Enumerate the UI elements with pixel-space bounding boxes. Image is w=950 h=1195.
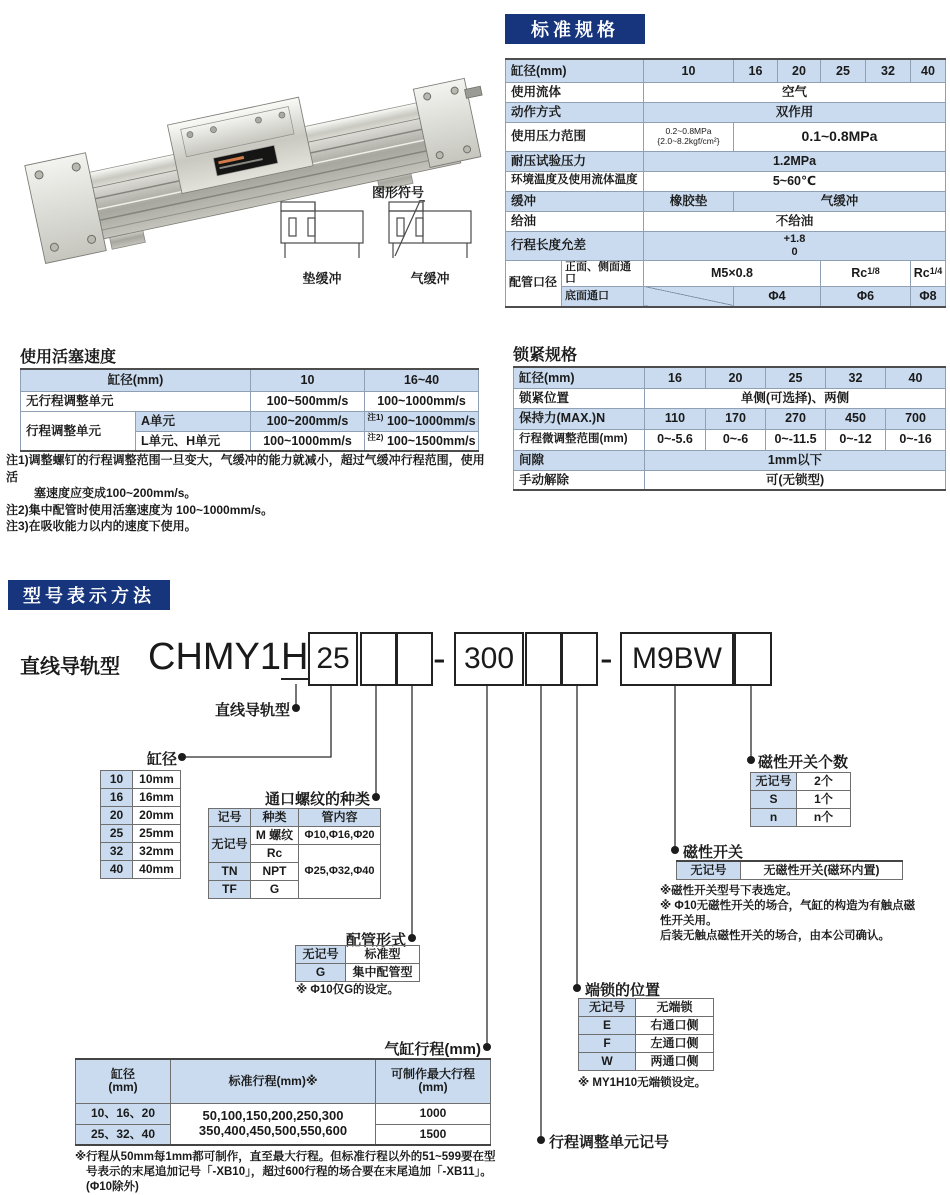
speed-row-noadjust <box>21 391 479 411</box>
code-prefix: CHMY1 <box>148 636 282 678</box>
spec-pressure-10-line1: 0.2~0.8MPa <box>665 125 712 136</box>
spec-cushion-label: 缓冲 <box>506 191 644 211</box>
stroke-note-line1: ※行程从50mm每1mm都可制作，直至最大行程。但标准行程以外的51~599要在型 <box>75 1151 496 1163</box>
thread-m: M 螺纹 <box>251 827 299 845</box>
spec-row-pressure <box>506 122 946 151</box>
spec-fluid-value: 空气 <box>644 82 946 102</box>
lock-bore-20: 20 <box>706 367 766 388</box>
piping-none: 无记号 <box>296 946 346 964</box>
lock-table <box>513 366 946 491</box>
lock-bore-25: 25 <box>766 367 826 388</box>
bore-20-val: 20mm <box>133 807 181 825</box>
bore-16-val: 16mm <box>133 789 181 807</box>
bore-16-code: 16 <box>101 789 133 807</box>
thread-head <box>209 809 381 827</box>
endlock-row <box>579 999 714 1017</box>
spec-piping-diag-blank <box>644 286 734 307</box>
callout-piping: 配管形式 <box>345 932 406 949</box>
callout-bore: 缸径 <box>146 751 177 768</box>
thread-rc: Rc <box>251 845 299 863</box>
bore-row <box>101 843 181 861</box>
spec-pressure-10 <box>644 122 734 151</box>
endlock-e: E <box>579 1017 636 1035</box>
spec-bore-25: 25 <box>821 59 866 82</box>
count-2: 2个 <box>797 773 851 791</box>
stroke-std-line2: 350,400,450,500,550,600 <box>198 1122 348 1138</box>
autoswitch-note2a: ※ Φ10无磁性开关的场合，气缸的构造为有触点磁 <box>660 899 916 912</box>
spec-temp-label: 环境温度及使用流体温度 <box>506 171 644 191</box>
spec-piping-m5: M5×0.8 <box>644 260 821 286</box>
stroke-r2-bores: 25、32、40 <box>76 1124 171 1145</box>
spec-tol-top: +1.8 <box>783 233 806 246</box>
lock-gap-value: 1mm以下 <box>645 450 946 470</box>
speed-r2-v2 <box>365 411 479 431</box>
lock-force-20: 170 <box>706 408 766 429</box>
autoswitch-value: 无磁性开关(磁环内置) <box>741 861 903 880</box>
bore-32-val: 32mm <box>133 843 181 861</box>
autoswitch-note2b: 性开关用。 <box>660 914 718 927</box>
endlock-w: W <box>579 1053 636 1071</box>
speed-title: 使用活塞速度 <box>20 349 117 366</box>
code-dash1: - <box>433 638 446 680</box>
autoswitch-row <box>677 861 903 880</box>
speed-table <box>20 368 479 452</box>
stroke-max2: 1500 <box>376 1124 491 1145</box>
stroke-note-line3: (Φ10除外) <box>86 1180 139 1193</box>
spec-action-label: 动作方式 <box>506 102 644 122</box>
autoswitch-table <box>676 860 903 880</box>
stroke-note-line2: 号表示的末尾追加记号「-XB10」，超过600行程的场合要在末尾追加「-XB11」。 <box>86 1165 492 1178</box>
lock-row-gap <box>514 450 946 470</box>
spec-row-action <box>506 102 946 122</box>
piping-row-g <box>296 964 420 982</box>
stroke-std-values <box>171 1103 376 1145</box>
code-count-box <box>734 632 772 686</box>
lock-pos-value: 单侧(可选择)、两侧 <box>645 388 946 408</box>
spec-piping-d6: Φ6 <box>821 286 911 307</box>
bore-10-code: 10 <box>101 771 133 789</box>
model-code-text <box>148 632 308 682</box>
code-piping-box <box>396 632 433 686</box>
cushion-symbols <box>272 200 482 278</box>
bore-row <box>101 789 181 807</box>
lock-force-32: 450 <box>826 408 886 429</box>
spec-piping-rc18 <box>821 260 911 286</box>
piping-std: 标准型 <box>346 946 420 964</box>
lock-fine-label: 行程微调整范围(mm) <box>514 429 645 450</box>
speed-r3-val: 100~1500mm/s <box>386 434 476 449</box>
stroke-h1 <box>76 1059 171 1103</box>
lock-gap-label: 间隙 <box>514 450 645 470</box>
spec-tol-value <box>644 231 946 260</box>
speed-head-10: 10 <box>251 369 365 391</box>
spec-table <box>505 58 946 308</box>
lock-fine-16: 0~-5.6 <box>645 429 706 450</box>
model-title-badge: 型号表示方法 <box>8 580 170 610</box>
thread-table <box>208 808 381 899</box>
symbol-title: 图形符号 <box>372 185 425 200</box>
endlock-table <box>578 998 714 1071</box>
graphic-symbols <box>272 182 482 287</box>
stroke-head <box>76 1059 491 1103</box>
thread-h2: 种类 <box>251 809 299 827</box>
spec-bore-32: 32 <box>866 59 911 82</box>
spec-row-bore <box>506 59 946 82</box>
rc14-base: Rc <box>913 265 930 280</box>
lock-fine-25: 0~-11.5 <box>766 429 826 450</box>
spec-row-lube <box>506 211 946 231</box>
piping-table <box>295 945 420 982</box>
stroke-h3b: (mm) <box>418 1080 448 1095</box>
callout-guide: 直线导轨型 <box>214 702 290 719</box>
spec-piping-front-sub: 正面、侧面通口 <box>562 260 644 286</box>
spec-proof-label: 耐压试验压力 <box>506 151 644 171</box>
piping-g: G <box>296 964 346 982</box>
lock-fine-20: 0~-6 <box>706 429 766 450</box>
speed-r2-label: A单元 <box>136 411 251 431</box>
code-thread-box <box>360 632 397 686</box>
lock-row-force <box>514 408 946 429</box>
spec-row-temp <box>506 171 946 191</box>
speed-r2-ref: 注1) <box>367 412 384 423</box>
stroke-row1 <box>76 1103 491 1124</box>
spec-row-proof <box>506 151 946 171</box>
spec-bore-16: 16 <box>734 59 778 82</box>
pad-cushion-label: 垫缓冲 <box>302 271 342 286</box>
speed-r3-v2 <box>365 431 479 451</box>
stroke-h3 <box>376 1059 491 1103</box>
lock-bore-16: 16 <box>645 367 706 388</box>
spec-row-piping-front <box>506 260 946 286</box>
endlock-none-val: 无端锁 <box>636 999 714 1017</box>
spec-tol-label: 行程长度允差 <box>506 231 644 260</box>
speed-head-label: 缸径(mm) <box>21 369 251 391</box>
thread-h1: 记号 <box>209 809 251 827</box>
spec-fluid-label: 使用流体 <box>506 82 644 102</box>
air-cushion-symbol <box>389 200 471 258</box>
spec-row-tolerance <box>506 231 946 260</box>
speed-r3-v1: 100~1000mm/s <box>251 431 365 451</box>
lock-manual-value: 可(无锁型) <box>645 470 946 490</box>
count-n: n <box>751 809 797 827</box>
spec-row-piping-bottom <box>506 286 946 307</box>
callout-endlock: 端锁的位置 <box>585 982 661 999</box>
spec-pressure-rest: 0.1~0.8MPa <box>734 122 946 151</box>
piping-central: 集中配管型 <box>346 964 420 982</box>
thread-big-pipe: Φ25,Φ32,Φ40 <box>299 845 381 899</box>
endlock-row <box>579 1017 714 1035</box>
bore-20-code: 20 <box>101 807 133 825</box>
code-h: H <box>281 636 309 678</box>
stroke-h1b: (mm) <box>108 1080 138 1095</box>
endlock-row <box>579 1035 714 1053</box>
autoswitch-none: 无记号 <box>677 861 741 880</box>
thread-tn: TN <box>209 863 251 881</box>
model-type-label: 直线导轨型 <box>20 656 120 678</box>
bore-row <box>101 807 181 825</box>
speed-notes <box>6 452 494 535</box>
bore-40-val: 40mm <box>133 861 181 879</box>
lock-row-manual <box>514 470 946 490</box>
piping-row-std <box>296 946 420 964</box>
spec-piping-d4: Φ4 <box>734 286 821 307</box>
spec-row-cushion <box>506 191 946 211</box>
code-stroke-box: 300 <box>454 632 524 686</box>
speed-r2-val: 100~1000mm/s <box>386 414 476 429</box>
spec-cushion-rest: 气缓冲 <box>734 191 946 211</box>
bore-row <box>101 825 181 843</box>
thread-npt: NPT <box>251 863 299 881</box>
bore-40-code: 40 <box>101 861 133 879</box>
autoswitch-note3: 后装无触点磁性开关的场合，由本公司确认。 <box>660 929 890 942</box>
lock-force-25: 270 <box>766 408 826 429</box>
stroke-h2: 标准行程(mm)※ <box>171 1059 376 1103</box>
thread-h3: 管内容 <box>299 809 381 827</box>
endlock-f: F <box>579 1035 636 1053</box>
stroke-max1: 1000 <box>376 1103 491 1124</box>
bore-25-code: 25 <box>101 825 133 843</box>
lock-manual-label: 手动解除 <box>514 470 645 490</box>
bore-row <box>101 771 181 789</box>
endlock-e-val: 右通口侧 <box>636 1017 714 1035</box>
lock-bore-40: 40 <box>886 367 946 388</box>
count-row <box>751 773 851 791</box>
count-nv: n个 <box>797 809 851 827</box>
code-endlock-box <box>561 632 598 686</box>
stroke-notes <box>75 1150 495 1195</box>
speed-r1-v2: 100~1000mm/s <box>365 391 479 411</box>
thread-tf: TF <box>209 881 251 899</box>
lock-row-bore <box>514 367 946 388</box>
lock-title: 锁紧规格 <box>513 347 578 364</box>
code-adjust-box <box>525 632 562 686</box>
endlock-note: ※ MY1H10无端锁设定。 <box>578 1077 707 1089</box>
speed-group-label: 行程调整单元 <box>21 411 136 451</box>
piping-note: ※ Φ10仅G的设定。 <box>296 984 400 996</box>
spec-pressure-10-line2: {2.0~8.2kgf/cm²} <box>657 135 720 146</box>
lock-row-pos <box>514 388 946 408</box>
lock-force-40: 700 <box>886 408 946 429</box>
spec-piping-bottom-sub: 底面通口 <box>562 286 644 307</box>
rc18-base: Rc <box>851 265 868 280</box>
callout-adjust: 行程调整单元记号 <box>549 1134 670 1151</box>
rc14-frac: 1/4 <box>929 265 943 276</box>
speed-r1-label: 无行程调整单元 <box>21 391 251 411</box>
speed-r2-v1: 100~200mm/s <box>251 411 365 431</box>
stroke-std-line1: 50,100,150,200,250,300 <box>202 1108 344 1124</box>
spec-proof-value: 1.2MPa <box>644 151 946 171</box>
lock-force-16: 110 <box>645 408 706 429</box>
spec-tol-bottom: 0 <box>791 245 798 258</box>
code-switch-box: M9BW <box>620 632 734 686</box>
spec-lube-value: 不给油 <box>644 211 946 231</box>
speed-note2: 注2)集中配管时使用活塞速度为 100~1000mm/s。 <box>6 502 274 517</box>
count-s: S <box>751 791 797 809</box>
spec-temp-value: 5~60℃ <box>644 171 946 191</box>
callout-stroke: 气缸行程(mm) <box>384 1041 481 1058</box>
bore-10-val: 10mm <box>133 771 181 789</box>
lock-pos-label: 锁紧位置 <box>514 388 645 408</box>
pad-cushion-symbol <box>281 202 363 258</box>
spec-title-badge: 标准规格 <box>505 14 645 44</box>
lock-bore-label: 缸径(mm) <box>514 367 645 388</box>
air-cushion-label: 气缓冲 <box>410 271 450 286</box>
spec-piping-d8: Φ8 <box>911 286 946 307</box>
bore-32-code: 32 <box>101 843 133 861</box>
bore-25-val: 25mm <box>133 825 181 843</box>
endlock-w-val: 两通口侧 <box>636 1053 714 1071</box>
endlock-f-val: 左通口侧 <box>636 1035 714 1053</box>
lock-row-fine <box>514 429 946 450</box>
spec-bore-label: 缸径(mm) <box>506 59 644 82</box>
callout-thread: 通口螺纹的种类 <box>264 791 370 808</box>
lock-fine-40: 0~-16 <box>886 429 946 450</box>
code-dash2: - <box>600 638 613 680</box>
stroke-table <box>75 1058 491 1146</box>
speed-r1-v1: 100~500mm/s <box>251 391 365 411</box>
autoswitch-note1: ※磁性开关型号下表选定。 <box>660 885 798 897</box>
spec-action-value: 双作用 <box>644 102 946 122</box>
speed-row-aunit <box>21 411 479 431</box>
callout-autoswitch: 磁性开关 <box>683 844 744 861</box>
lock-bore-32: 32 <box>826 367 886 388</box>
speed-r3-ref: 注2) <box>367 432 384 443</box>
speed-note3: 注3)在吸收能力以内的速度下使用。 <box>6 519 197 534</box>
thread-m-pipe: Φ10,Φ16,Φ20 <box>299 827 381 845</box>
speed-head-1640: 16~40 <box>365 369 479 391</box>
thread-g: G <box>251 881 299 899</box>
count-row <box>751 791 851 809</box>
speed-head-row <box>21 369 479 391</box>
spec-pressure-label: 使用压力范围 <box>506 122 644 151</box>
spec-row-fluid <box>506 82 946 102</box>
stroke-r1-bores: 10、16、20 <box>76 1103 171 1124</box>
speed-r3-label: L单元、H单元 <box>136 431 251 451</box>
lock-force-label: 保持力(MAX.)N <box>514 408 645 429</box>
spec-piping-rc14 <box>911 260 946 286</box>
spec-lube-label: 给油 <box>506 211 644 231</box>
callout-count: 磁性开关个数 <box>758 754 849 771</box>
code-bore-box: 25 <box>308 632 358 686</box>
endlock-row <box>579 1053 714 1071</box>
spec-bore-20: 20 <box>778 59 821 82</box>
speed-note1-line2: 塞速度应变成100~200mm/s。 <box>34 486 197 501</box>
bore-table <box>100 770 181 879</box>
spec-bore-10: 10 <box>644 59 734 82</box>
count-none: 无记号 <box>751 773 797 791</box>
count-1: 1个 <box>797 791 851 809</box>
endlock-none: 无记号 <box>579 999 636 1017</box>
thread-none: 无记号 <box>209 827 251 863</box>
stroke-h3a: 可制作最大行程 <box>390 1067 475 1082</box>
lock-fine-32: 0~-12 <box>826 429 886 450</box>
autoswitch-notes <box>660 884 915 944</box>
spec-piping-label: 配管口径 <box>506 260 562 307</box>
spec-bore-40: 40 <box>911 59 946 82</box>
speed-note1-line1: 注1)调整螺钉的行程调整范围一旦变大，气缓冲的能力就减小，超过气缓冲行程范围，使用活 <box>6 453 485 484</box>
stroke-h1a: 缸径 <box>110 1067 135 1082</box>
bore-row <box>101 861 181 879</box>
spec-cushion-10: 橡胶垫 <box>644 191 734 211</box>
rc18-frac: 1/8 <box>867 265 880 276</box>
thread-row-m <box>209 827 381 845</box>
count-row <box>751 809 851 827</box>
count-table <box>750 772 851 827</box>
